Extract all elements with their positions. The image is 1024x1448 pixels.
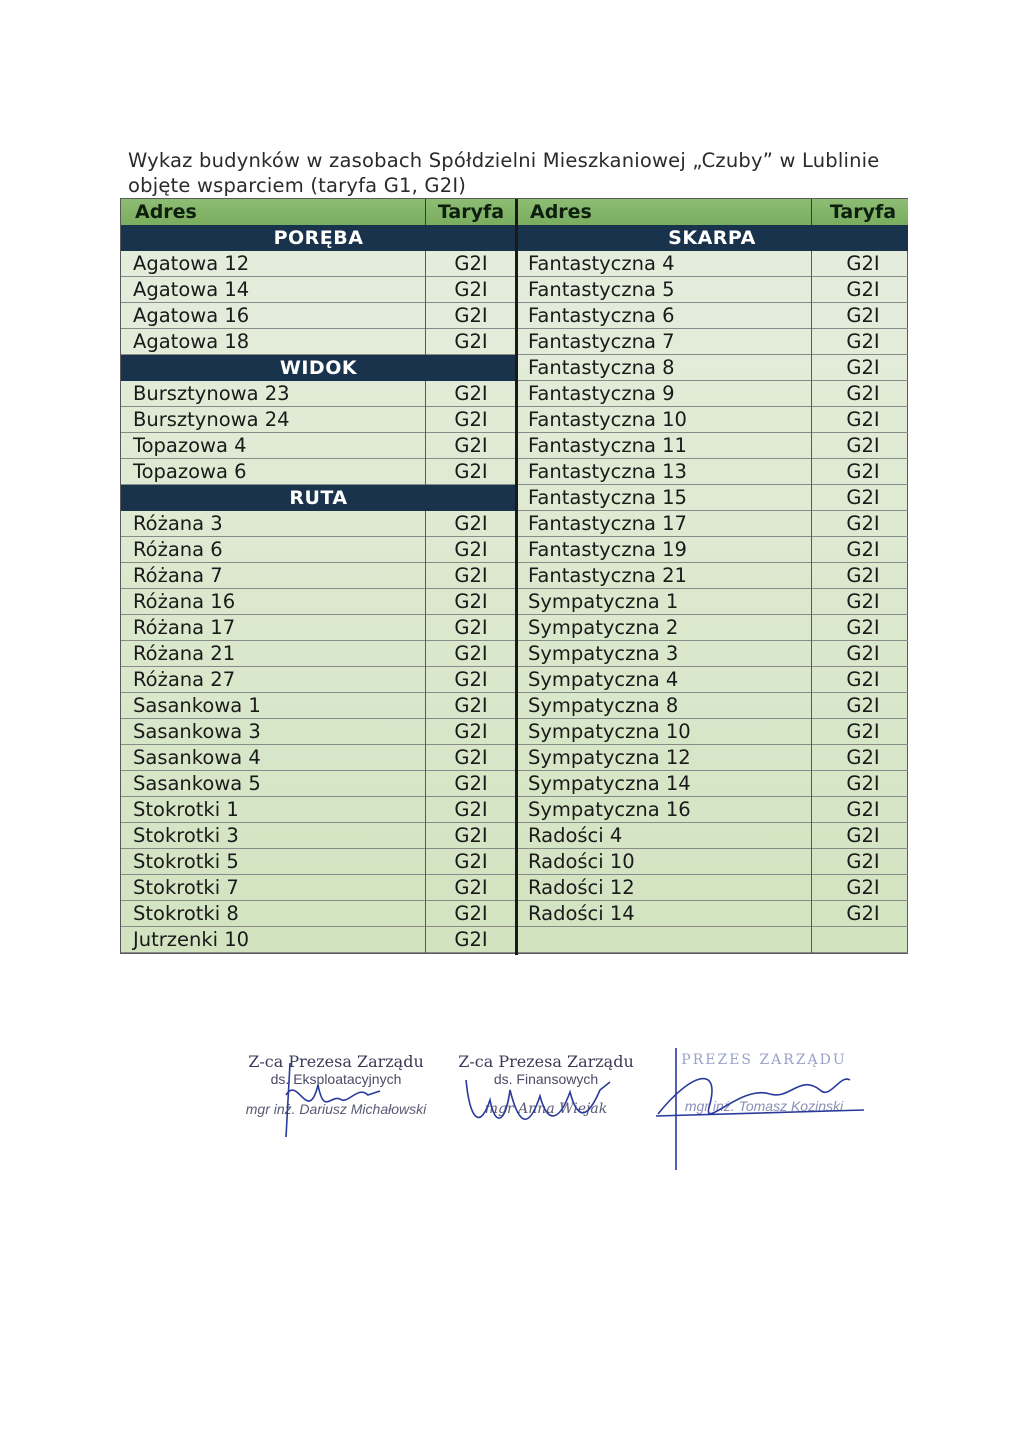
address-cell: Fantastyczna 19 xyxy=(528,538,687,561)
tariff-cell: G2I xyxy=(846,382,880,405)
table-row xyxy=(121,459,516,485)
handwritten-signature-2 xyxy=(460,1060,620,1140)
column-divider xyxy=(515,199,518,955)
address-cell: Sympatyczna 12 xyxy=(528,746,691,769)
tariff-cell: G2I xyxy=(846,590,880,613)
address-cell: Sasankowa 5 xyxy=(133,772,261,795)
address-cell: Fantastyczna 9 xyxy=(528,382,675,405)
table-row xyxy=(121,745,516,771)
signature-role: Z-ca Prezesa Zarządu xyxy=(248,1052,424,1071)
cell-separator xyxy=(811,355,812,381)
table-row xyxy=(516,875,908,901)
address-cell: Radości 12 xyxy=(528,876,635,899)
table-row xyxy=(121,537,516,563)
table-row xyxy=(121,329,516,355)
table-row xyxy=(121,563,516,589)
tariff-cell: G2I xyxy=(454,928,488,951)
document-title xyxy=(128,148,928,198)
table-header-left xyxy=(121,199,516,226)
header-address: Adres xyxy=(530,201,592,223)
section-header-widok: WIDOK xyxy=(121,355,516,381)
address-cell: Stokrotki 5 xyxy=(133,850,239,873)
address-cell: Fantastyczna 7 xyxy=(528,330,675,353)
table-row xyxy=(516,693,908,719)
address-cell: Sympatyczna 4 xyxy=(528,668,679,691)
table-row xyxy=(516,407,908,433)
title-line-2: objęte wsparciem (taryfa G1, G2I) xyxy=(128,174,467,197)
address-cell: Topazowa 4 xyxy=(133,434,247,457)
table-row xyxy=(121,927,516,953)
table-row xyxy=(516,849,908,875)
cell-separator xyxy=(811,667,812,693)
address-cell: Różana 7 xyxy=(133,564,223,587)
address-cell: Sasankowa 3 xyxy=(133,720,261,743)
cell-separator xyxy=(811,875,812,901)
table-row xyxy=(516,927,908,953)
section-header-skarpa: SKARPA xyxy=(516,225,908,251)
tariff-cell: G2I xyxy=(846,408,880,431)
table-row xyxy=(121,511,516,537)
table-row xyxy=(516,251,908,277)
cell-separator xyxy=(811,537,812,563)
address-cell: Fantastyczna 5 xyxy=(528,278,675,301)
address-cell: Stokrotki 7 xyxy=(133,876,239,899)
address-cell: Fantastyczna 17 xyxy=(528,512,687,535)
table-row xyxy=(121,277,516,303)
cell-separator xyxy=(811,511,812,537)
tariff-cell: G2I xyxy=(846,434,880,457)
tariff-cell: G2I xyxy=(454,408,488,431)
section-header-poręba: PORĘBA xyxy=(121,225,516,251)
address-cell: Agatowa 16 xyxy=(133,304,250,327)
header-tariff: Taryfa xyxy=(437,201,505,223)
tariff-cell: G2I xyxy=(846,616,880,639)
address-cell: Fantastyczna 4 xyxy=(528,252,675,275)
tariff-cell: G2I xyxy=(454,720,488,743)
table-row xyxy=(121,381,516,407)
tariff-cell: G2I xyxy=(846,304,880,327)
tariff-cell: G2I xyxy=(846,824,880,847)
address-cell: Sympatyczna 14 xyxy=(528,772,691,795)
header-separator xyxy=(811,199,812,225)
cell-separator xyxy=(811,563,812,589)
tariff-cell: G2I xyxy=(846,356,880,379)
table-row xyxy=(516,563,908,589)
signature-role: PREZES ZARZĄDU xyxy=(681,1052,847,1068)
address-cell: Radości 14 xyxy=(528,902,635,925)
tariff-cell: G2I xyxy=(454,902,488,925)
address-cell: Różana 6 xyxy=(133,538,223,561)
tariff-cell: G2I xyxy=(454,772,488,795)
signature-name: mgr inż. Tomasz Kozinski xyxy=(684,1098,844,1114)
cell-separator xyxy=(811,615,812,641)
buildings-table xyxy=(120,198,908,954)
table-row xyxy=(516,745,908,771)
tariff-cell: G2I xyxy=(846,850,880,873)
tariff-cell: G2I xyxy=(454,798,488,821)
tariff-cell: G2I xyxy=(454,330,488,353)
address-cell: Sasankowa 4 xyxy=(133,746,261,769)
cell-separator xyxy=(811,849,812,875)
table-row xyxy=(121,823,516,849)
cell-separator xyxy=(811,823,812,849)
signature-name: mgr inż. Dariusz Michałowski xyxy=(245,1101,427,1117)
tariff-cell: G2I xyxy=(454,850,488,873)
address-cell: Radości 10 xyxy=(528,850,635,873)
header-tariff: Taryfa xyxy=(829,201,897,223)
cell-separator xyxy=(811,459,812,485)
address-cell: Różana 27 xyxy=(133,668,236,691)
table-row xyxy=(516,537,908,563)
table-row xyxy=(121,303,516,329)
table-row xyxy=(516,667,908,693)
tariff-cell: G2I xyxy=(846,902,880,925)
table-row xyxy=(516,641,908,667)
address-cell: Sympatyczna 2 xyxy=(528,616,679,639)
cell-separator xyxy=(811,745,812,771)
table-row xyxy=(121,797,516,823)
table-row xyxy=(121,667,516,693)
table-row xyxy=(121,875,516,901)
address-cell: Fantastyczna 15 xyxy=(528,486,687,509)
table-row xyxy=(121,719,516,745)
address-cell: Stokrotki 8 xyxy=(133,902,239,925)
address-cell: Stokrotki 3 xyxy=(133,824,239,847)
handwritten-signature-1 xyxy=(268,1055,388,1145)
tariff-cell: G2I xyxy=(454,252,488,275)
signature-name: mgr Anna Wiejak xyxy=(484,1101,608,1117)
table-row xyxy=(121,433,516,459)
table-row xyxy=(516,901,908,927)
address-cell: Bursztynowa 24 xyxy=(133,408,290,431)
address-cell: Fantastyczna 8 xyxy=(528,356,675,379)
cell-separator xyxy=(811,901,812,927)
tariff-cell: G2I xyxy=(454,538,488,561)
cell-separator xyxy=(811,251,812,277)
table-row xyxy=(516,459,908,485)
handwritten-signature-3 xyxy=(650,1044,880,1174)
table-row xyxy=(121,849,516,875)
table-row xyxy=(516,381,908,407)
address-cell: Agatowa 14 xyxy=(133,278,250,301)
tariff-cell: G2I xyxy=(454,642,488,665)
table-row xyxy=(516,329,908,355)
table-row xyxy=(121,901,516,927)
tariff-cell: G2I xyxy=(846,694,880,717)
table-row xyxy=(121,641,516,667)
cell-separator xyxy=(811,329,812,355)
cell-separator xyxy=(811,797,812,823)
table-row xyxy=(516,277,908,303)
table-row xyxy=(516,303,908,329)
address-cell: Różana 21 xyxy=(133,642,236,665)
table-row xyxy=(121,407,516,433)
tariff-cell: G2I xyxy=(846,460,880,483)
address-cell: Różana 3 xyxy=(133,512,223,535)
table-row xyxy=(516,589,908,615)
tariff-cell: G2I xyxy=(454,382,488,405)
address-cell: Jutrzenki 10 xyxy=(133,928,250,951)
cell-separator xyxy=(811,927,812,953)
cell-separator xyxy=(811,693,812,719)
address-cell: Sympatyczna 10 xyxy=(528,720,691,743)
tariff-cell: G2I xyxy=(846,252,880,275)
table-row xyxy=(121,589,516,615)
tariff-cell: G2I xyxy=(846,538,880,561)
tariff-cell: G2I xyxy=(454,512,488,535)
signature-dept: ds. Finansowych xyxy=(493,1071,599,1087)
tariff-cell: G2I xyxy=(846,564,880,587)
address-cell: Radości 4 xyxy=(528,824,623,847)
tariff-cell: G2I xyxy=(454,616,488,639)
address-cell: Fantastyczna 6 xyxy=(528,304,675,327)
cell-separator xyxy=(811,277,812,303)
table-row xyxy=(121,615,516,641)
address-cell: Sasankowa 1 xyxy=(133,694,261,717)
address-cell: Fantastyczna 13 xyxy=(528,460,687,483)
address-cell: Różana 16 xyxy=(133,590,236,613)
address-cell: Sympatyczna 16 xyxy=(528,798,691,821)
table-row xyxy=(516,485,908,511)
table-row xyxy=(516,797,908,823)
tariff-cell: G2I xyxy=(454,304,488,327)
cell-separator xyxy=(811,485,812,511)
cell-separator xyxy=(811,407,812,433)
header-address: Adres xyxy=(135,201,197,223)
tariff-cell: G2I xyxy=(846,798,880,821)
address-cell: Agatowa 12 xyxy=(133,252,250,275)
signature-dept: ds. Eksploatacyjnych xyxy=(270,1071,402,1087)
tariff-cell: G2I xyxy=(846,512,880,535)
tariff-cell: G2I xyxy=(454,668,488,691)
table-row xyxy=(516,771,908,797)
table-row xyxy=(121,251,516,277)
tariff-cell: G2I xyxy=(846,486,880,509)
tariff-cell: G2I xyxy=(846,876,880,899)
address-cell: Agatowa 18 xyxy=(133,330,250,353)
tariff-cell: G2I xyxy=(454,460,488,483)
tariff-cell: G2I xyxy=(846,642,880,665)
cell-separator xyxy=(811,433,812,459)
cell-separator xyxy=(811,381,812,407)
tariff-cell: G2I xyxy=(846,278,880,301)
cell-separator xyxy=(811,589,812,615)
table-row xyxy=(516,719,908,745)
tariff-cell: G2I xyxy=(454,590,488,613)
section-header-ruta: RUTA xyxy=(121,485,516,511)
tariff-cell: G2I xyxy=(846,772,880,795)
signature-role: Z-ca Prezesa Zarządu xyxy=(458,1052,634,1071)
tariff-cell: G2I xyxy=(454,434,488,457)
cell-separator xyxy=(811,303,812,329)
tariff-cell: G2I xyxy=(454,278,488,301)
address-cell: Stokrotki 1 xyxy=(133,798,239,821)
cell-separator xyxy=(811,771,812,797)
tariff-cell: G2I xyxy=(454,876,488,899)
table-row xyxy=(516,511,908,537)
address-cell: Fantastyczna 10 xyxy=(528,408,687,431)
table-row xyxy=(121,693,516,719)
table-row xyxy=(516,823,908,849)
cell-separator xyxy=(811,641,812,667)
table-row xyxy=(516,433,908,459)
cell-separator xyxy=(811,719,812,745)
tariff-cell: G2I xyxy=(454,746,488,769)
address-cell: Fantastyczna 21 xyxy=(528,564,687,587)
table-row xyxy=(516,355,908,381)
table-row xyxy=(121,771,516,797)
tariff-cell: G2I xyxy=(454,824,488,847)
tariff-cell: G2I xyxy=(846,668,880,691)
address-cell: Topazowa 6 xyxy=(133,460,247,483)
address-cell: Sympatyczna 8 xyxy=(528,694,679,717)
address-cell: Sympatyczna 3 xyxy=(528,642,679,665)
address-cell: Bursztynowa 23 xyxy=(133,382,290,405)
tariff-cell: G2I xyxy=(846,746,880,769)
tariff-cell: G2I xyxy=(454,694,488,717)
address-cell: Fantastyczna 11 xyxy=(528,434,687,457)
table-row xyxy=(516,615,908,641)
address-cell: Sympatyczna 1 xyxy=(528,590,679,613)
tariff-cell: G2I xyxy=(846,330,880,353)
title-line-1: Wykaz budynków w zasobach Spółdzielni Mieszkaniowej „Czuby” w Lublinie xyxy=(128,149,880,172)
table-header-right xyxy=(516,199,908,226)
address-cell: Różana 17 xyxy=(133,616,236,639)
tariff-cell: G2I xyxy=(454,564,488,587)
tariff-cell: G2I xyxy=(846,720,880,743)
